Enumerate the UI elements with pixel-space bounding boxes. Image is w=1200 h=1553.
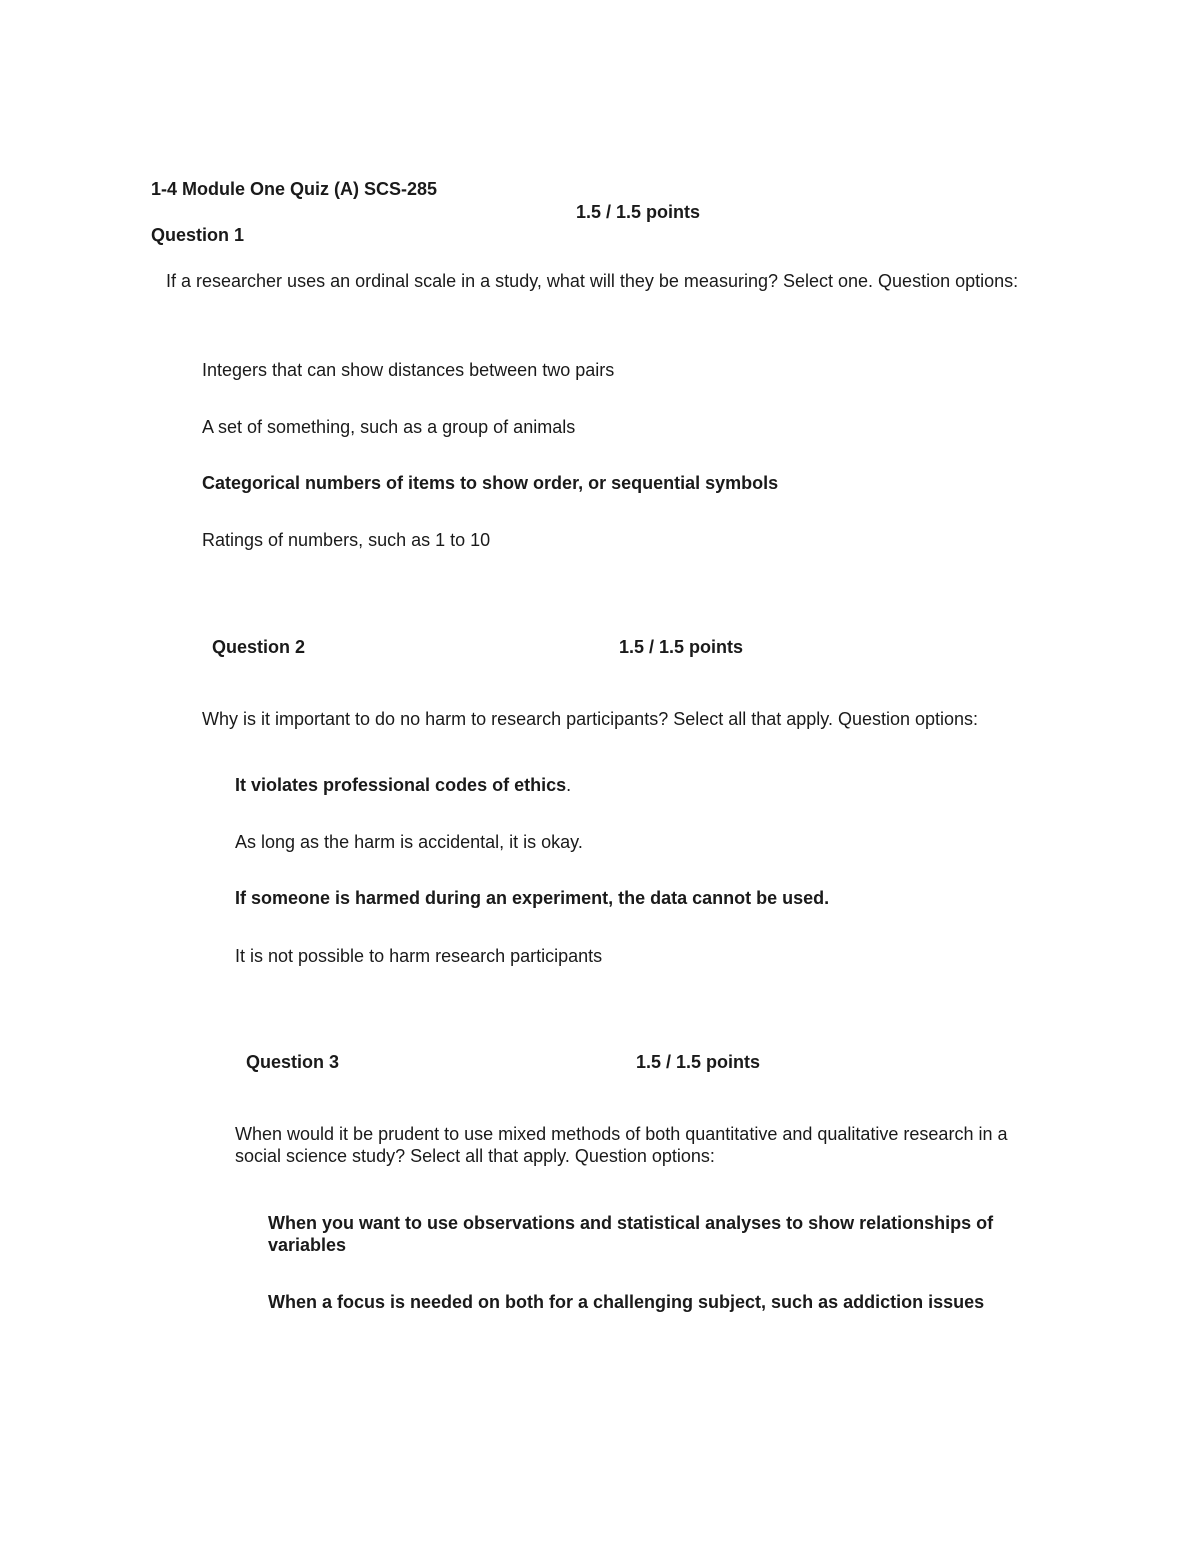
- question-1-option-3-selected: Categorical numbers of items to show order, or sequential symbols: [202, 473, 779, 493]
- question-2-option-1-text: It violates professional codes of ethics: [235, 775, 567, 795]
- question-2-option-2: As long as the harm is accidental, it is okay.: [235, 832, 583, 852]
- question-3-prompt: When would it be prudent to use mixed methods of both quantitative and qualitative research in a social science study? Select all that apply. Question options:: [235, 1124, 1008, 1166]
- question-2-option-1-suffix: .: [566, 775, 572, 795]
- question-2-option-4: It is not possible to harm research participants: [235, 946, 603, 966]
- question-1-option-2: A set of something, such as a group of animals: [202, 417, 576, 437]
- question-2-option-3-selected: If someone is harmed during an experiment, the data cannot be used.: [235, 888, 830, 908]
- document-title: 1-4 Module One Quiz (A) SCS-285: [151, 179, 438, 199]
- question-3-option-2-selected: When a focus is needed on both for a challenging subject, such as addiction issues: [268, 1292, 985, 1312]
- question-1-option-4: Ratings of numbers, such as 1 to 10: [202, 530, 491, 550]
- question-2-points: 1.5 / 1.5 points: [619, 637, 744, 657]
- question-3-points: 1.5 / 1.5 points: [636, 1052, 761, 1072]
- question-2-option-1-selected: [235, 774, 571, 796]
- question-1-heading: Question 1: [151, 225, 245, 245]
- question-3-option-1-selected: When you want to use observations and statistical analyses to show relationships of variables: [268, 1213, 994, 1255]
- question-2-heading: Question 2: [212, 637, 306, 657]
- question-1-option-1: Integers that can show distances between two pairs: [202, 360, 615, 380]
- question-1-prompt: If a researcher uses an ordinal scale in a study, what will they be measuring? Select one. Question options:: [166, 271, 1019, 291]
- question-3-heading: Question 3: [246, 1052, 340, 1072]
- question-2-prompt: Why is it important to do no harm to research participants? Select all that apply. Question options:: [202, 709, 979, 729]
- question-1-points: 1.5 / 1.5 points: [576, 202, 701, 222]
